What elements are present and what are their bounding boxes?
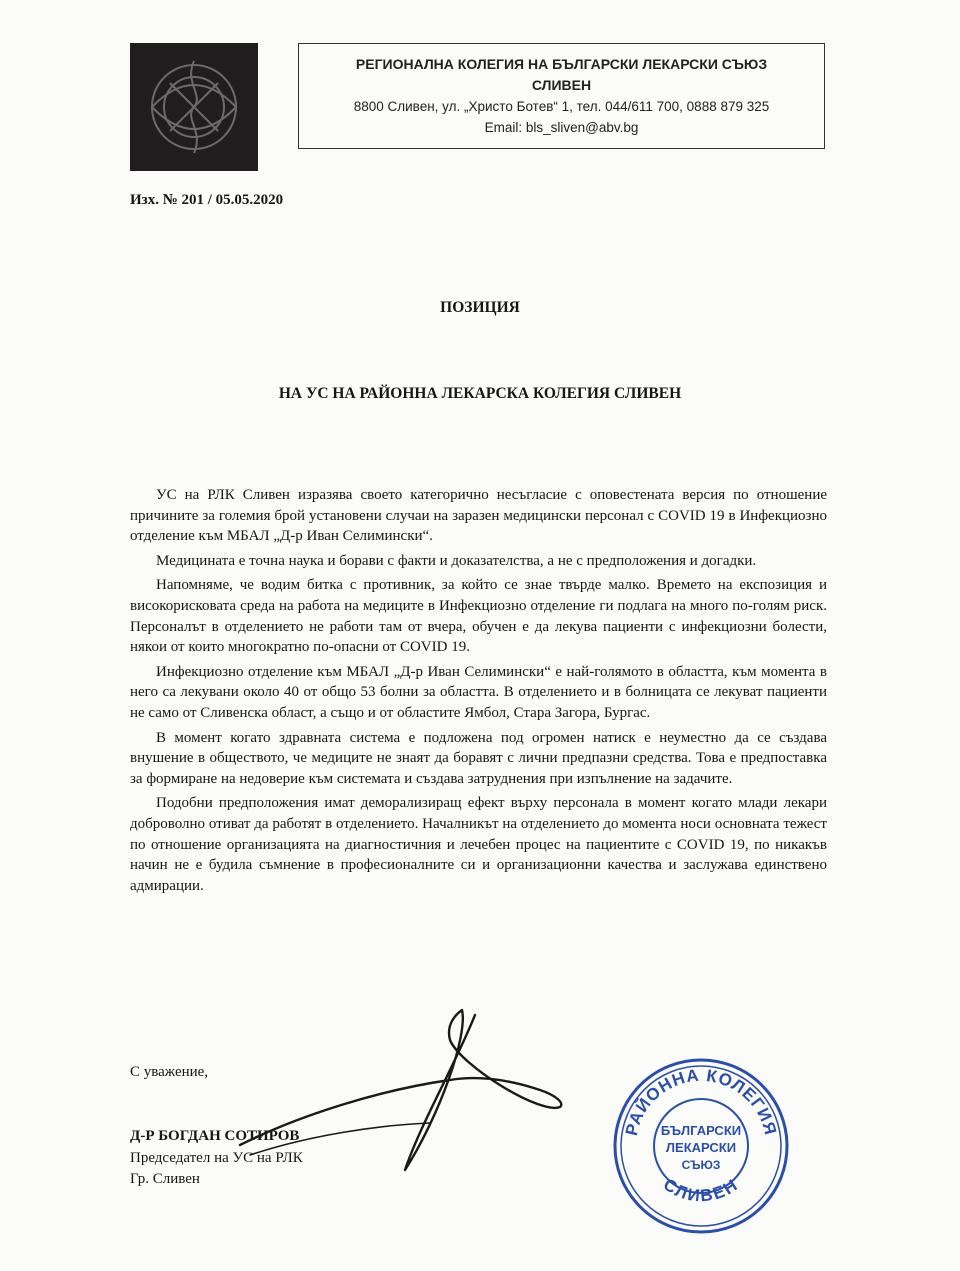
stamp-center-line2: ЛЕКАРСКИ [665,1140,737,1155]
letterhead-org-name: РЕГИОНАЛНА КОЛЕГИЯ НА БЪЛГАРСКИ ЛЕКАРСКИ СЪЮЗ [355,56,768,72]
letterhead-address: 8800 Сливен, ул. „Христо Ботев“ 1, тел. 044/611 700, 0888 879 325 [353,99,770,114]
body-paragraph: Инфекциозно отделение към МБАЛ „Д-р Иван Селимински“ е най-голямото в областта, към момента в него са лекувани около 40 от общо 53 болни за областта. В отделението и в болницата се лекуват пациенти не само от Сливенска област, а също и от областите Ямбол, Стара Загора, Бургас. [130,663,827,721]
document-body [130,485,827,900]
body-paragraph: В момент когато здравната система е подложена под огромен натиск е неуместно да се създава внушение в обществото, че медиците не знаят да боравят с лични предпазни средства. Това е предпоставка за формиране на недоверие към системата и създава затруднения при изпълнение на задачите. [130,729,827,787]
official-stamp [612,1057,790,1235]
stamp-center-line1: БЪЛГАРСКИ [660,1123,742,1138]
svg-text:СЛИВЕН [660,1175,742,1206]
signer-role: Председател на УС на РЛК [130,1150,303,1166]
stamp-bottom-text: СЛИВЕН [659,1174,743,1206]
body-paragraph: Подобни предположения имат деморализиращ ефект върху персонала в момент когато млади лекари доброволно отиват да работят в отделението. Началникът на отделението до момента носи основната тежест по отношение организацията на диагностичния и лечебен процес на пациентите с COVID 19, по никакъв начин не е будила съмнение в професионалните си и организационни качества и заслужава единствено адмирации. [130,795,827,894]
document-subtitle: НА УС НА РАЙОННА ЛЕКАРСКА КОЛЕГИЯ СЛИВЕН [278,385,682,402]
stamp-center-line3: СЪЮЗ [681,1158,721,1172]
body-paragraph: Напомняме, че водим битка с противник, за който се знае твърде малко. Времето на експозиция и високорисковата среда на работа на медиците в Инфекциозно отделение ги подлага на много по-голям риск. Персоналът в отделението не работи там от вчера, обучен е да лекува пациенти с инфекциозни болести, някои от които многократно по-опасни от COVID 19. [130,577,827,656]
signer-name: Д-Р БОГДАН СОТИРОВ [130,1128,300,1144]
document-title: ПОЗИЦИЯ [440,299,520,316]
letterhead [298,43,825,149]
letterhead-city: СЛИВЕН [531,77,592,93]
body-paragraph: УС на РЛК Сливен изразява своето категорично несъгласие с оповестената версия по отношение причините за големия брой установени случаи на заразен медицински персонал с COVID 19 в Инфекциозно отделение към МБАЛ „Д-р Иван Селимински“. [130,487,827,545]
letterhead-email: Email: bls_sliven@abv.bg [484,120,639,135]
document-reference: Изх. № 201 / 05.05.2020 [130,192,284,208]
body-paragraph: Медицината е точна наука и борави с факти и доказателства, а не с предположения и догадки. [156,552,757,569]
organization-logo [130,43,258,171]
stamp-ring-text: РАЙОННА КОЛЕГИЯ [621,1065,781,1138]
signer-city: Гр. Сливен [130,1171,200,1187]
logo-emblem-icon [130,43,258,171]
closing-salutation: С уважение, [130,1064,209,1080]
